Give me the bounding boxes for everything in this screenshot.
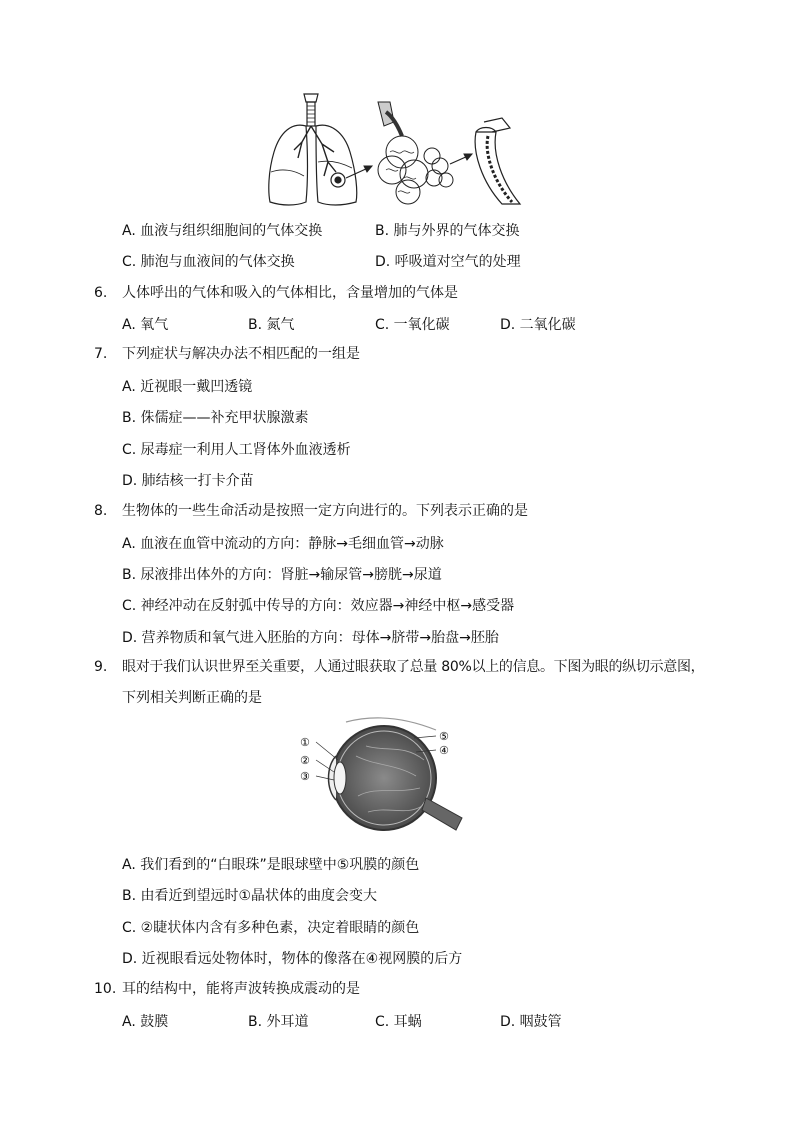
label-1: ① — [300, 736, 310, 749]
q6-stem: 人体呼出的气体和吸入的气体相比，含量增加的气体是 — [122, 285, 458, 301]
eye-cross-section-figure — [296, 716, 466, 840]
arrow-icon — [346, 166, 372, 178]
q6-option-b[interactable]: B. 氮气 — [248, 317, 295, 333]
respiratory-system-figure — [262, 92, 532, 212]
q5-option-a[interactable]: A. 血液与组织细胞间的气体交换 — [122, 223, 323, 239]
q8-stem: 生物体的一些生命活动是按照一定方向进行的。下列表示正确的是 — [122, 503, 528, 519]
q7-option-d[interactable]: D. 肺结核一打卡介苗 — [122, 473, 254, 489]
lungs-drawing — [269, 94, 357, 205]
q9-option-b[interactable]: B. 由看近到望远时①晶状体的曲度会变大 — [122, 888, 378, 904]
label-3: ③ — [300, 770, 310, 783]
arrow-icon — [450, 154, 472, 164]
q9-option-c[interactable]: C. ②睫状体内含有多种色素，决定着眼睛的颜色 — [122, 920, 420, 936]
q8-number: 8. — [94, 503, 108, 519]
q6-number: 6. — [94, 285, 108, 301]
q10-option-b[interactable]: B. 外耳道 — [248, 1014, 309, 1030]
q9-number: 9. — [94, 659, 108, 675]
q8-option-a[interactable]: A. 血液在血管中流动的方向：静脉→毛细血管→动脉 — [122, 536, 444, 552]
q9-option-a[interactable]: A. 我们看到的“白眼珠”是眼球壁中⑤巩膜的颜色 — [122, 857, 420, 873]
q7-option-a[interactable]: A. 近视眼一戴凹透镜 — [122, 379, 253, 395]
q6-option-c[interactable]: C. 一氧化碳 — [375, 317, 450, 333]
q7-option-c[interactable]: C. 尿毒症一利用人工肾体外血液透析 — [122, 442, 351, 458]
q9-stem-line1: 眼对于我们认识世界至关重要，人通过眼获取了总量 80%以上的信息。下图为眼的纵切示意图， — [122, 659, 705, 675]
q6-option-d[interactable]: D. 二氧化碳 — [500, 317, 576, 333]
q9-stem-line2: 下列相关判断正确的是 — [122, 690, 262, 706]
q7-number: 7. — [94, 346, 108, 362]
q7-stem: 下列症状与解决办法不相匹配的一组是 — [122, 346, 360, 362]
q10-stem: 耳的结构中，能将声波转换成震动的是 — [122, 981, 360, 997]
q8-option-d[interactable]: D. 营养物质和氧气进入胚胎的方向：母体→脐带→胎盘→胚胎 — [122, 630, 499, 646]
label-5: ⑤ — [439, 730, 449, 743]
label-4: ④ — [439, 744, 449, 757]
q5-option-d[interactable]: D. 呼吸道对空气的处理 — [375, 254, 521, 270]
q8-option-c[interactable]: C. 神经冲动在反射弧中传导的方向：效应器→神经中枢→感受器 — [122, 598, 515, 614]
alveoli-drawing — [378, 102, 453, 204]
q6-option-a[interactable]: A. 氧气 — [122, 317, 169, 333]
q10-option-c[interactable]: C. 耳蜗 — [375, 1014, 422, 1030]
q5-option-b[interactable]: B. 肺与外界的气体交换 — [375, 223, 520, 239]
q5-option-c[interactable]: C. 肺泡与血液间的气体交换 — [122, 254, 295, 270]
capillary-drawing — [475, 118, 520, 204]
q7-option-b[interactable]: B. 侏儒症——补充甲状腺激素 — [122, 410, 309, 426]
q10-number: 10. — [94, 981, 117, 997]
label-2: ② — [300, 754, 310, 767]
q8-option-b[interactable]: B. 尿液排出体外的方向：肾脏→输尿管→膀胱→尿道 — [122, 567, 442, 583]
q10-option-a[interactable]: A. 鼓膜 — [122, 1014, 169, 1030]
q10-option-d[interactable]: D. 咽鼓管 — [500, 1014, 562, 1030]
q9-option-d[interactable]: D. 近视眼看远处物体时，物体的像落在④视网膜的后方 — [122, 951, 463, 967]
